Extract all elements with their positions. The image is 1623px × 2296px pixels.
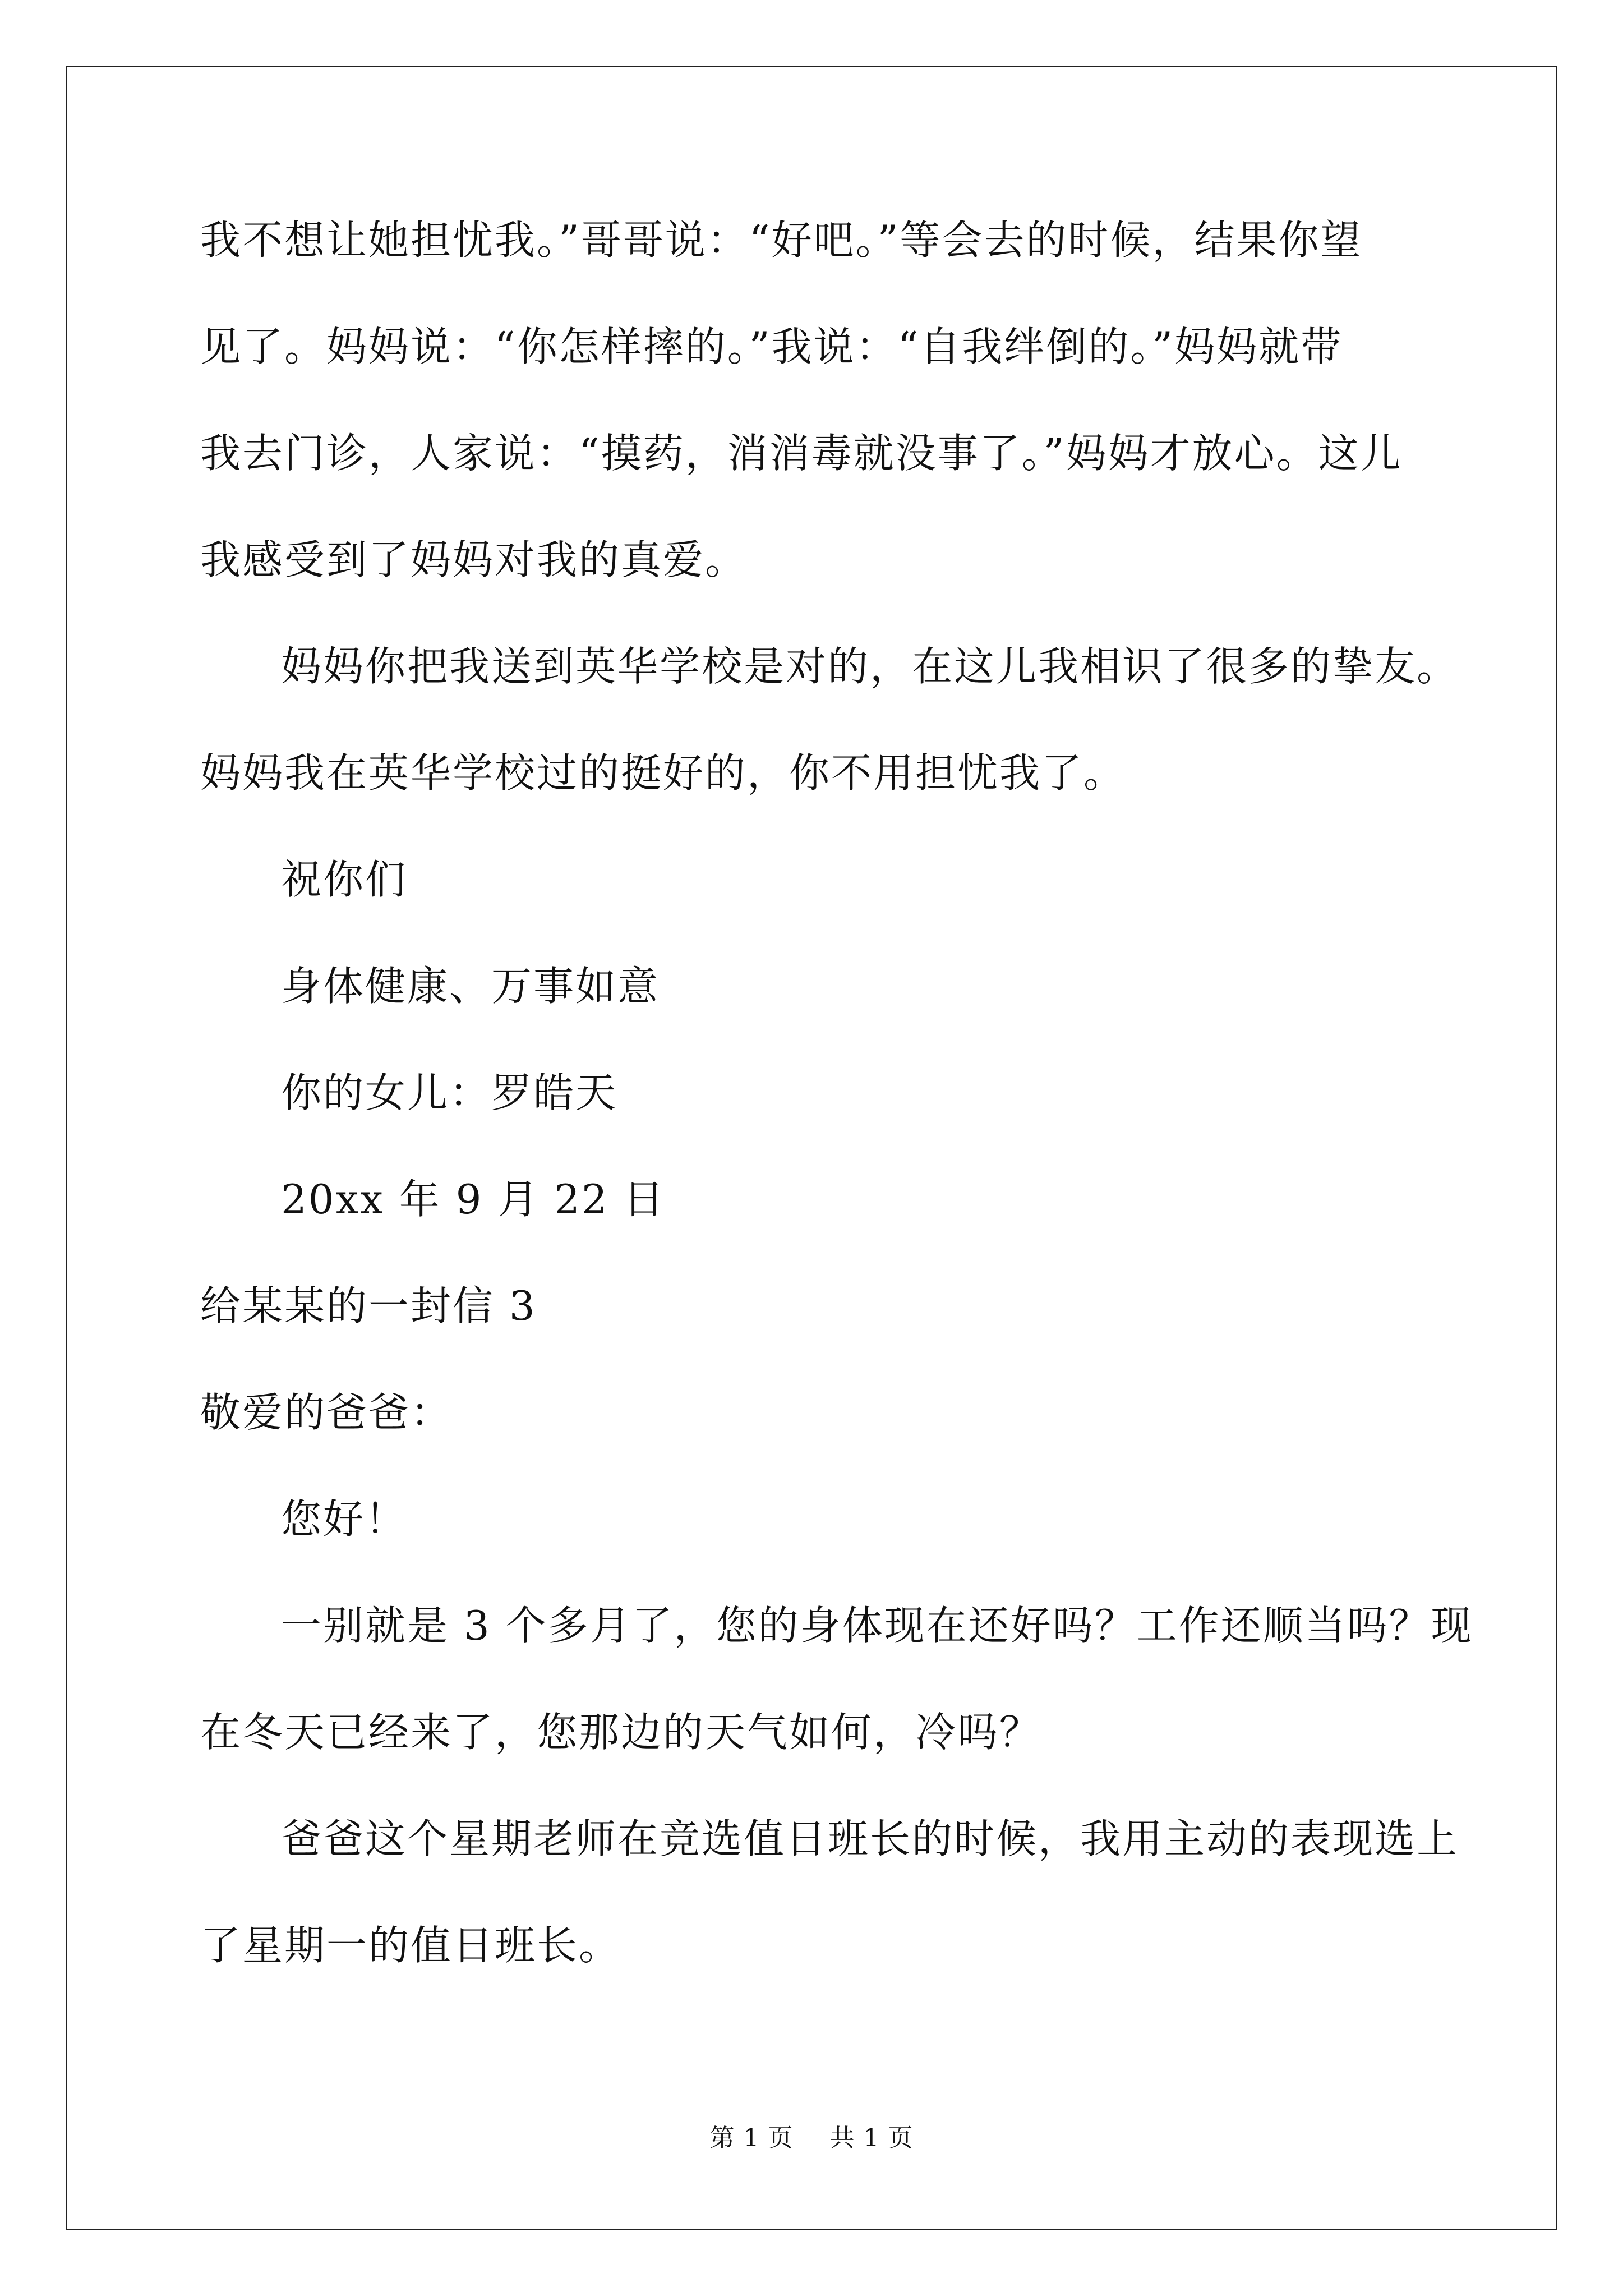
text-line: 妈妈你把我送到英华学校是对的，在这儿我相识了很多的挚友。 (281, 643, 1459, 690)
section-title: 给某某的一封信 3 (200, 1282, 537, 1329)
text-line: 在冬天已经来了，您那边的天气如何，冷吗？ (200, 1709, 1042, 1756)
text-line: 我感受到了妈妈对我的真爱。 (200, 536, 748, 583)
text-line: 一别就是 3 个多月了，您的身体现在还好吗？工作还顺当吗？现 (281, 1602, 1473, 1649)
page-footer (0, 2122, 1623, 2155)
closing-greeting: 祝你们 (281, 856, 408, 903)
text-line: 见了。妈妈说：“你怎样摔的。”我说：“自我绊倒的。”妈妈就带 (200, 323, 1343, 370)
letter-date: 20xx 年 9 月 22 日 (281, 1176, 666, 1223)
greeting: 您好！ (281, 1496, 408, 1543)
text-line: 我不想让她担忧我。”哥哥说：“好吧。”等会去的时候，结果你望 (200, 217, 1363, 264)
signature: 你的女儿：罗皓天 (281, 1069, 618, 1116)
text-line: 妈妈我在英华学校过的挺好的，你不用担忧我了。 (200, 749, 1126, 797)
page-number: 第 1 页 (709, 2124, 794, 2152)
page-total: 共 1 页 (829, 2124, 914, 2152)
salutation: 敬爱的爸爸： (200, 1389, 453, 1436)
document-body (200, 213, 1473, 2025)
text-line: 爸爸这个星期老师在竞选值日班长的时候，我用主动的表现选上 (281, 1815, 1459, 1862)
text-line: 了星期一的值日班长。 (200, 1922, 621, 1969)
text-line: 我去门诊，人家说：“摸药，消消毒就没事了。”妈妈才放心。这儿 (200, 430, 1403, 477)
closing-wish: 身体健康、万事如意 (281, 963, 660, 1010)
